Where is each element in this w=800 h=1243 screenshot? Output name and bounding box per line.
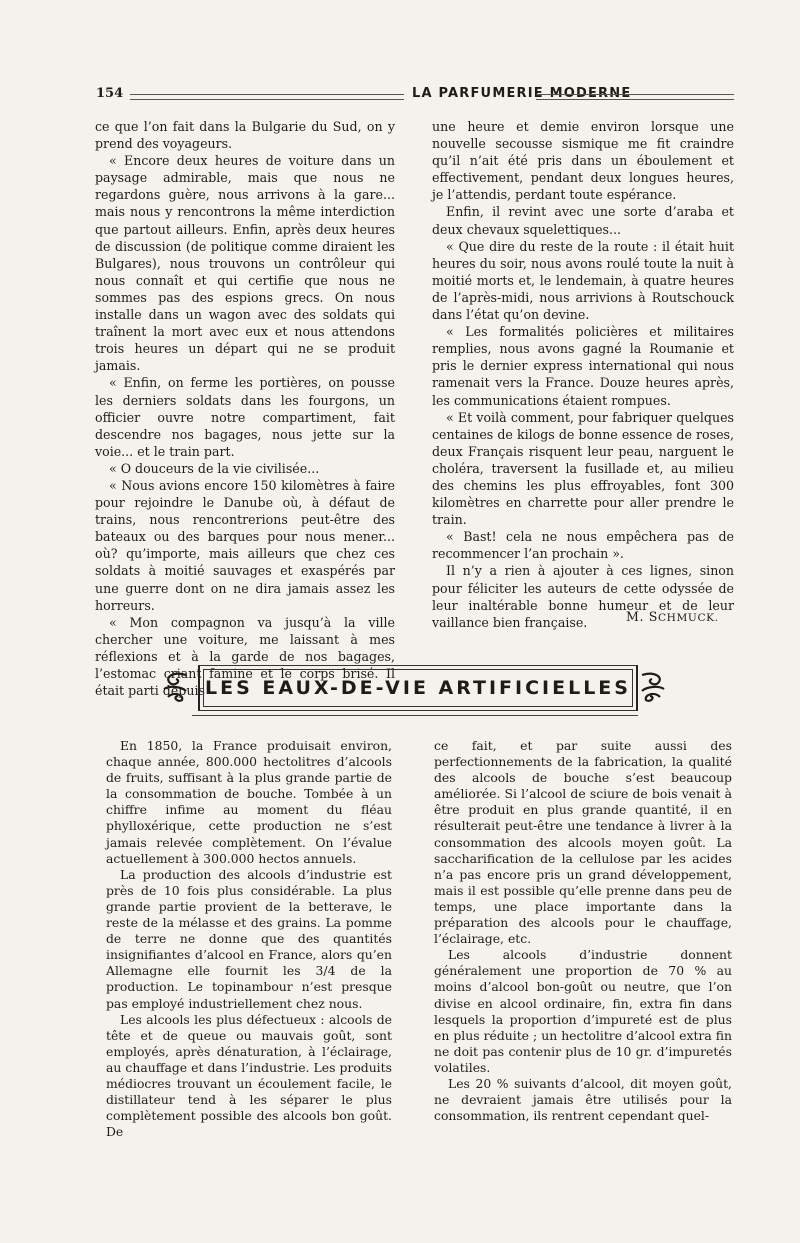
paragraph: La production des alcools d’industrie est près de 10 fois plus considérable. La plus grande partie provient de la betterave, le reste de la mélasse et des grains. La pomme de terre ne donne que des quantités insignifiantes d’alcool en France, alors qu’en Allemagne elle fournit les 3/4 de la production. Le topinambour n’est presque pas employé industriellement chez nous. xyxy=(106,866,392,1011)
header-rule-right xyxy=(536,94,734,100)
signature-initial: M. S xyxy=(626,609,658,624)
paragraph: « Nous avions encore 150 kilomètres à faire pour rejoindre le Danube où, à défaut de trains, nous rencontrerions peut-être des bateaux ou des barques pour nous mener... où? qu’importe, mais ailleurs que chez ces soldats à moitié sauvages et exaspérés par une guerre dont on ne dira jamais assez les horreurs. xyxy=(95,477,395,613)
flourish-ornament-icon xyxy=(638,669,668,703)
paragraph: Les alcools d’industrie donnent généralement une proportion de 70 % au moins d’alcool bon-goût ou neutre, que l’on divise en alcool ordinaire, fin, extra fin dans lesquels la proportion d’impureté est de plus en plus réduite ; un hectolitre d’alcool extra fin ne doit pas contenir plus de 10 gr. d’impuretés volatiles. xyxy=(434,947,732,1075)
paragraph: « Que dire du reste de la route : il était huit heures du soir, nous avons roulé toute la nuit à moitié morts et, le lendemain, à quatre heures de l’après-midi, nous arrivions à Routschouck dans l’état qu’on devine. xyxy=(432,238,734,323)
page-number: 154 xyxy=(96,86,124,101)
section-column-2 xyxy=(434,738,732,1124)
header-rule-left xyxy=(130,94,404,100)
author-signature xyxy=(626,609,719,624)
paragraph: Il n’y a rien à ajouter à ces lignes, sinon pour féliciter les auteurs de cette odyssée de leur inaltérable bonne humeur et de leur vaillance bien française. xyxy=(432,563,734,630)
flourish-ornament-icon xyxy=(160,669,190,703)
section-title-banner xyxy=(160,661,670,717)
signature-surname: CHMUCK. xyxy=(657,612,719,624)
paragraph: une heure et demie environ lorsque une nouvelle secousse sismique me fit craindre qu’il n’ait été pris dans un éboulement et effectivement, pendant deux longues heures, je l’attendis, perdant toute espérance. xyxy=(432,119,734,203)
paragraph: ce que l’on fait dans la Bulgarie du Sud, on y prend des voyageurs. xyxy=(95,119,395,152)
running-head xyxy=(96,84,734,104)
title-frame xyxy=(198,665,638,711)
article-column-1 xyxy=(95,118,395,699)
section-title: LES EAUX-DE-VIE ARTIFICIELLES xyxy=(205,677,631,699)
paragraph: « Encore deux heures de voiture dans un paysage admirable, mais que nous ne regardons guère, nous arrivons à la gare... mais nous y rencontrons la même interdiction que partout ailleurs. Enfin, après deux heures de discussion (de politique comme diraient les Bulgares), nous trouvons un contrôleur qui nous connaît et qui certifie que nous ne sommes pas des espions grecs. On nous installe dans un wagon avec des soldats qui traînent la mort avec eux et nous attendons trois heures un départ qui ne se produit jamais. xyxy=(95,153,395,374)
title-underline xyxy=(192,715,638,716)
paragraph: « Mon compagnon va jusqu’à la ville chercher une voiture, me laissant à mes réflexions et à la garde de nos bagages, l’estomac criant famine et le corps brisé. Il était parti depuis xyxy=(95,614,395,699)
section-column-1 xyxy=(106,738,392,1140)
paragraph: « Les formalités policières et militaires remplies, nous avons gagné la Roumanie et pris le dernier express international qui nous ramenait vers la France. Douze heures après, les communications étaient rompues. xyxy=(432,324,734,408)
journal-title: LA PARFUMERIE MODERNE xyxy=(412,86,632,101)
paragraph: ce fait, et par suite aussi des perfectionnements de la fabrication, la qualité des alcools de bouche s’est beaucoup améliorée. Si l’alcool de sciure de bois venait à être produit en plus grande quantité, il en résulterait peut-être une tendance à livrer à la consommation des alcools moyen goût. La saccharification de la cellulose par les acides n’a pas encore pris un grand développement, mais il est possible qu’elle prenne dans peu de temps, une place importante dans la préparation des alcools pour le chauffage, l’éclairage, etc. xyxy=(434,738,732,947)
paragraph: En 1850, la France produisait environ, chaque année, 800.000 hectolitres d’alcools de fruits, suffisant à la plus grande partie de la consommation de bouche. Tombée à un chiffre infime au moment du fléau phylloxérique, cette production ne s’est jamais relevée complètement. On l’évalue actuellement à 300.000 hectos annuels. xyxy=(106,738,392,866)
paragraph: « O douceurs de la vie civilisée... xyxy=(109,460,320,476)
paragraph: Les 20 % suivants d’alcool, dit moyen goût, ne devraient jamais être utilisés pour la consommation, ils rentrent cependant quel- xyxy=(434,1075,732,1124)
article-column-2 xyxy=(432,118,734,631)
paragraph: Enfin, il revint avec une sorte d’araba et deux chevaux squelettiques... xyxy=(432,204,734,237)
paragraph: « Bast! cela ne nous empêchera pas de recommencer l’an prochain ». xyxy=(432,529,734,562)
paragraph: « Enfin, on ferme les portières, on pousse les derniers soldats dans les fourgons, un officier ouvre notre compartiment, fait descendre nos bagages, nous jette sur la voie... et le train part. xyxy=(95,375,395,459)
paragraph: Les alcools les plus défectueux : alcools de tête et de queue ou mauvais goût, sont employés, après dénaturation, à l’éclairage, au chauffage et dans l’industrie. Les produits médiocres trouvant un écoulement facile, le distillateur tend à les séparer le plus complètement possible des alcools bon goût. De xyxy=(106,1011,392,1140)
paragraph: « Et voilà comment, pour fabriquer quelques centaines de kilogs de bonne essence de roses, deux Français risquent leur peau, narguent le choléra, traversent la fusillade et, au milieu des chemins les plus effroyables, font 300 kilomètres en charrette pour aller prendre le train. xyxy=(432,409,734,528)
